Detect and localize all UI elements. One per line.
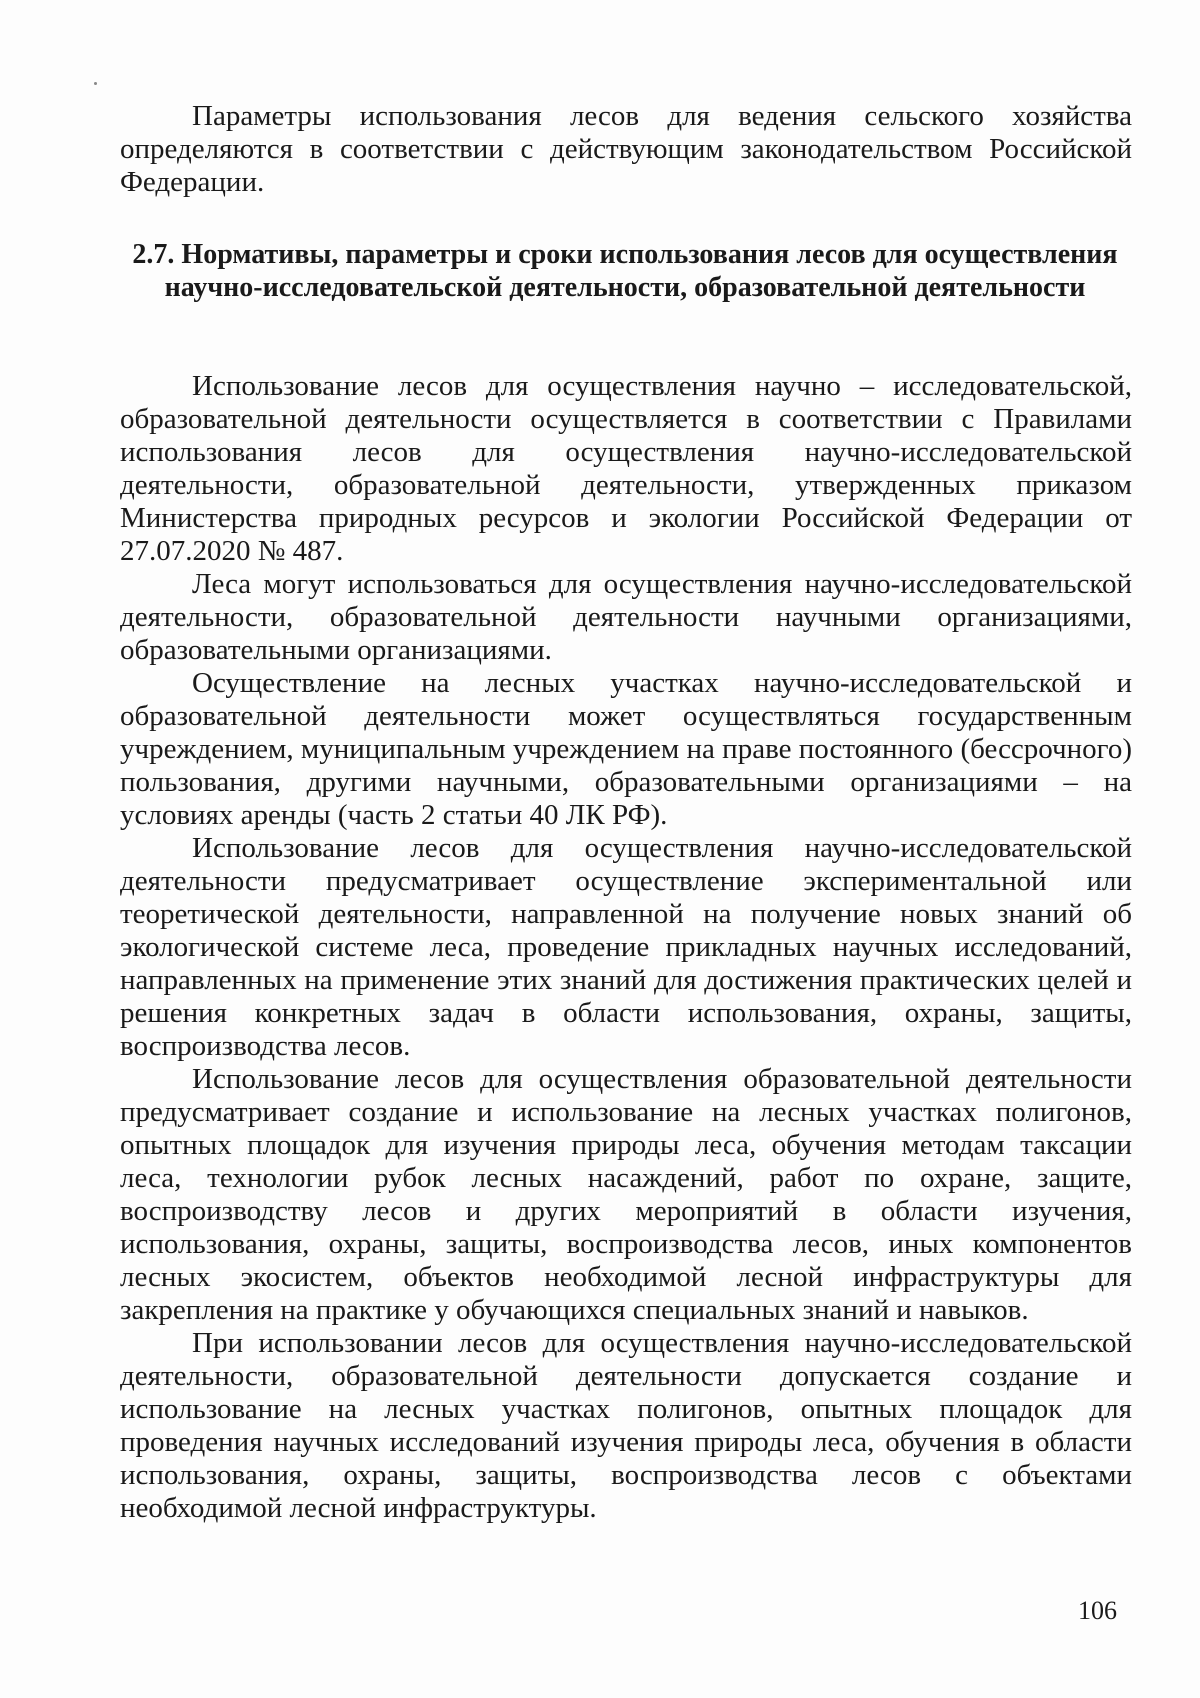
section-heading: 2.7. Нормативы, параметры и сроки использования лесов для осуществления научно-исследовательской деятельности, образовательной деятельности [132, 239, 1118, 303]
body-paragraph: Использование лесов для осуществления научно-исследовательской деятельности предусматривает осуществление экспериментальной или теоретической деятельности, направленной на получение новых знаний об экологической системе леса, проведение прикладных научных исследований, направленных на применение этих знаний для достижения практических целей и решения конкретных задач в области использования, охраны, защиты, воспроизводства лесов. [120, 832, 1132, 1062]
scan-artifact [94, 82, 97, 85]
body-paragraph: Осуществление на лесных участках научно-исследовательской и образовательной деятельности может осуществляться государственным учреждением, муниципальным учреждением на праве постоянного (бессрочного) пользования, другими научными, образовательными организациями – на условиях аренды (часть 2 статьи 40 ЛК РФ). [120, 667, 1132, 831]
intro-paragraph: Параметры использования лесов для ведения сельского хозяйства определяются в соответствии с действующим законодательством Российской Федерации. [120, 100, 1132, 198]
body-paragraph: Использование лесов для осуществления научно – исследовательской, образовательной деятельности осуществляется в соответствии с Правилами использования лесов для осуществления научно-исследовательской деятельности, образовательной деятельности, утвержденных приказом Министерства природных ресурсов и экологии Российской Федерации от 27.07.2020 № 487. [120, 370, 1132, 567]
page-number: 106 [1078, 1596, 1117, 1625]
section-body [120, 370, 1132, 1525]
body-paragraph: Леса могут использоваться для осуществления научно-исследовательской деятельности, образовательной деятельности научными организациями, образовательными организациями. [120, 568, 1132, 666]
body-paragraph: Использование лесов для осуществления образовательной деятельности предусматривает создание и использование на лесных участках полигонов, опытных площадок для изучения природы леса, обучения методам таксации леса, технологии рубок лесных насаждений, работ по охране, защите, воспроизводству лесов и других мероприятий в области изучения, использования, охраны, защиты, воспроизводства лесов, иных компонентов лесных экосистем, объектов необходимой лесной инфраструктуры для закрепления на практике у обучающихся специальных знаний и навыков. [120, 1063, 1132, 1326]
body-paragraph: При использовании лесов для осуществления научно-исследовательской деятельности, образовательной деятельности допускается создание и использование на лесных участках полигонов, опытных площадок для проведения научных исследований изучения природы леса, обучения в области использования, охраны, защиты, воспроизводства лесов с объектами необходимой лесной инфраструктуры. [120, 1327, 1132, 1524]
intro-section [120, 100, 1132, 199]
